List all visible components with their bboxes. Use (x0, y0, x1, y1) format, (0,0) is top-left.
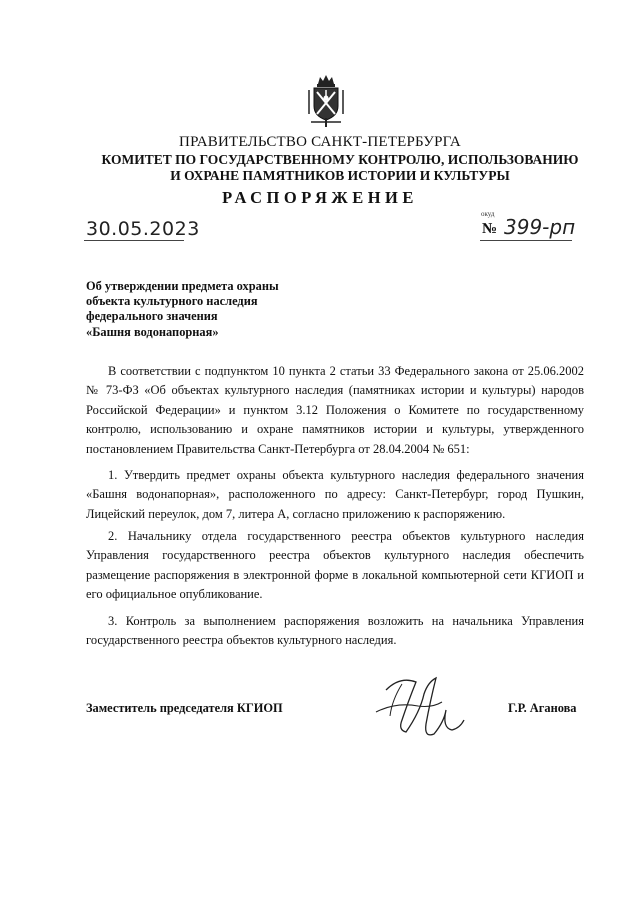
text-line: В соответствии с подпунктом 10 пункта 2 статьи 33 Федерального закона от 25.06.2002 (108, 364, 584, 378)
committee-name (80, 152, 600, 184)
text-line: Управления государственного реестра объектов культурного наследия обеспечить (86, 548, 584, 563)
clause-1 (86, 466, 584, 524)
order-date: 30.05.2023 (86, 218, 200, 240)
text-line: 1. Утвердить предмет охраны объекта культурного наследия федерального значения (108, 468, 584, 482)
signer-name: Г.Р. Аганова (508, 701, 577, 715)
coat-of-arms-icon (305, 74, 347, 130)
signer-position: Заместитель председателя КГИОП (86, 701, 283, 715)
committee-name-line2: И ОХРАНЕ ПАМЯТНИКОВ ИСТОРИИ И КУЛЬТУРЫ (170, 168, 510, 183)
text-line: государственного реестра объектов культурного наследия. (86, 633, 397, 648)
number-sign: № (482, 221, 498, 237)
number-underline (480, 240, 572, 241)
clause-2 (86, 527, 584, 605)
text-line: постановлением Правительства Санкт-Петербурга от 28.04.2004 № 651: (86, 441, 470, 456)
order-subject (86, 279, 386, 340)
subject-line: Об утверждении предмета охраны (86, 279, 279, 293)
text-line: 3. Контроль за выполнением распоряжения возложить на начальника Управления (108, 614, 584, 628)
okud-label: окуд (481, 210, 495, 218)
government-name: ПРАВИТЕЛЬСТВО САНКТ-ПЕТЕРБУРГА (179, 134, 461, 150)
subject-line: федерального значения (86, 309, 218, 324)
text-line: Лицейский переулок, дом 7, литера А, согласно приложению к распоряжению. (86, 506, 506, 521)
text-line: № 73-ФЗ «Об объектах культурного наследия (памятниках истории и культуры) народов (86, 383, 584, 398)
subject-line: объекта культурного наследия (86, 294, 258, 309)
text-line: контролю, использованию и охране памятников истории и культуры, утвержденного (86, 422, 584, 437)
subject-line: «Башня водонапорная» (86, 324, 219, 339)
text-line: Российской Федерации» и пунктом 3.12 Положения о Комитете по государственному (86, 402, 584, 417)
text-line: размещение распоряжения в электронной форме в локальной компьютерной сети КГИОП и (86, 567, 584, 582)
handwritten-signature (372, 672, 468, 744)
document-type-title: РАСПОРЯЖЕНИЕ (222, 188, 418, 207)
text-line: «Башня водонапорная», расположенного по адресу: Санкт-Петербург, город Пушкин, (86, 487, 584, 502)
clause-3 (86, 612, 584, 651)
text-line: его официальное опубликование. (86, 587, 263, 602)
date-underline (84, 240, 184, 241)
committee-name-line1: КОМИТЕТ ПО ГОСУДАРСТВЕННОМУ КОНТРОЛЮ, ИСПОЛЬЗОВАНИЮ (101, 152, 579, 167)
order-number: 399-рп (504, 215, 576, 239)
text-line: 2. Начальнику отдела государственного реестра объектов культурного наследия (108, 529, 584, 543)
preamble-paragraph (86, 362, 584, 459)
